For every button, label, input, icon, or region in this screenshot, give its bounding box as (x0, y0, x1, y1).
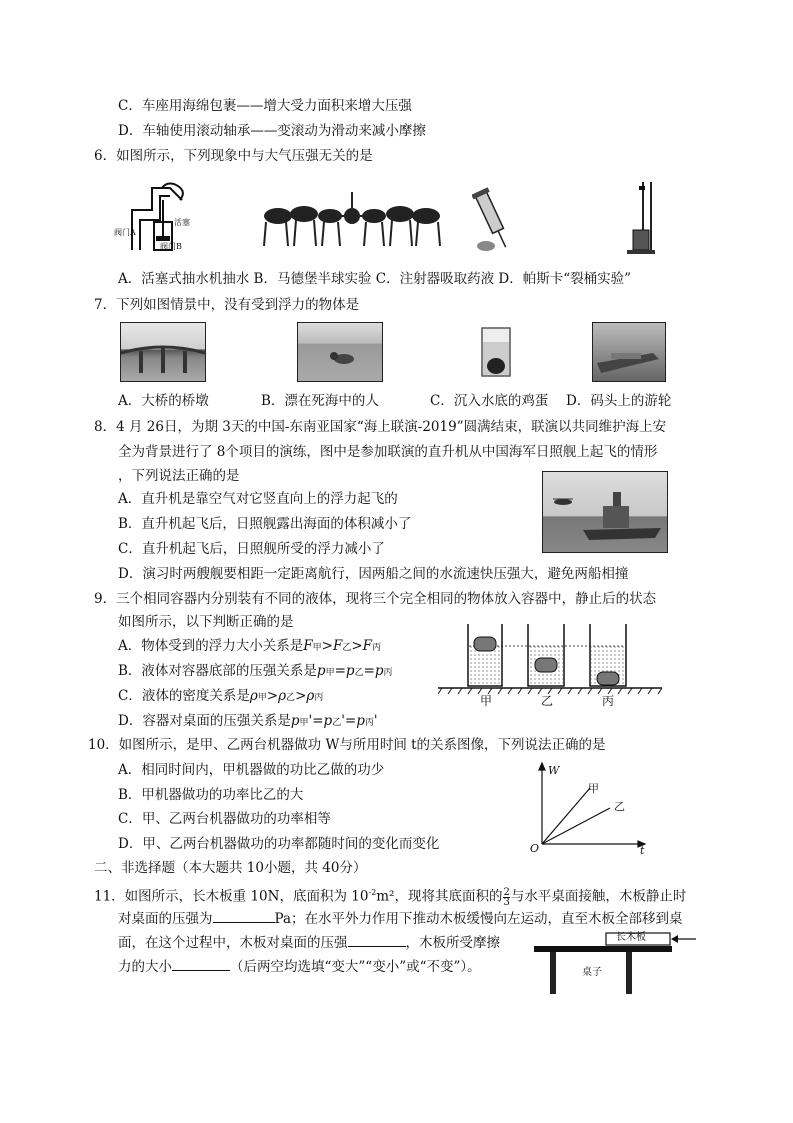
q9-figure-containers (438, 622, 662, 708)
q11-line2: 对桌面的压强为 Pa；在水平外力作用下推动木板缓慢向左运动，直至木板全部移到桌 (118, 911, 683, 927)
line-jia-label: 甲 (588, 782, 599, 795)
q5-option-c: C．车座用海绵包裹——增大受力面积来增大压强 (118, 98, 412, 114)
container-label-bing: 丙 (602, 694, 615, 708)
q9-stem-line2: 如图所示，以下判断正确的是 (118, 614, 294, 630)
axis-t-label: t (640, 844, 645, 857)
q10-stem: 10．如图所示，是甲、乙两台机器做功 W与所用时间 t的关系图像，下列说法正确的是 (88, 737, 606, 753)
q7-option-d: D．码头上的游轮 (566, 393, 672, 409)
q5-option-d: D．车轴使用滚动轴承——变滚动为滑动来减小摩擦 (118, 123, 426, 139)
q6-figure-magdeburg (256, 188, 446, 250)
q6-figure-pump (114, 180, 202, 255)
q10-option-a: A．相同时间内，甲机器做的功比乙做的功少 (118, 762, 385, 778)
origin-label: O (530, 842, 540, 855)
q10-option-c: C．甲、乙两台机器做功的功率相等 (118, 811, 331, 827)
q8-stem-line3: ，下列说法正确的是 (118, 468, 240, 484)
answer-blank-3[interactable] (172, 958, 230, 971)
q8-option-b: B．直升机起飞后，日照舰露出海面的体积减小了 (118, 516, 412, 532)
axis-w-label: W (548, 764, 560, 777)
q7-stem: 7．下列如图情景中，没有受到浮力的物体是 (94, 297, 360, 313)
q6-stem: 6．如图所示，下列现象中与大气压强无关的是 (94, 148, 373, 164)
q6-figure-pascal-barrel (625, 180, 657, 256)
q7-photo-egg (476, 322, 516, 380)
valve-a-label: 阀门A (114, 228, 136, 237)
q11-line3: 面，在这个过程中，木板对桌面的压强 ，木板所受摩擦 (118, 935, 500, 951)
board-label: 长木板 (616, 932, 646, 943)
q7-option-b: B．漂在死海中的人 (261, 393, 379, 409)
piston-label: 活塞 (174, 218, 190, 227)
q6-options: A．活塞式抽水机抽水 B．马德堡半球实验 C．注射器吸取药液 D．帕斯卡“裂桶实验” (118, 271, 631, 287)
section-2-heading: 二、非选择题（本大题共 10小题，共 40分） (94, 860, 367, 876)
q11-line1: 11．如图所示，长木板重 10N，底面积为 $10^{-2}m^2$，现将其底面积的 $\frac{2}{3}$ 与水平桌面接触，木板静止时 (94, 886, 687, 908)
q7-option-c: C．沉入水底的鸡蛋 (430, 393, 549, 409)
q7-photo-dead-sea (297, 322, 383, 382)
q9-option-c: C．液体的密度关系是ρ甲>ρ乙>ρ丙 (118, 688, 324, 704)
q8-stem-line1: 8．4 月 26日，为期 3天的中国-东南亚国家“海上联演-2019”圆满结束，联演以共同维护海上安 (94, 419, 667, 435)
table-label: 桌子 (582, 967, 602, 978)
q8-option-c: C．直升机起飞后，日照舰所受的浮力减小了 (118, 541, 385, 557)
q6-figure-syringe (472, 186, 514, 254)
q10-option-b: B．甲机器做功的功率比乙的大 (118, 787, 304, 803)
q7-option-a: A．大桥的桥墩 (118, 393, 209, 409)
valve-b-label: 阀门B (160, 242, 182, 251)
container-label-yi: 乙 (541, 694, 554, 708)
fraction-two-thirds: $\frac{2}{3}$ (503, 886, 510, 908)
q8-option-a: A．直升机是靠空气对它竖直向上的浮力起飞的 (118, 491, 398, 507)
line-yi-label: 乙 (614, 800, 625, 813)
q9-stem-line1: 9．三个相同容器内分别装有不同的液体，现将三个完全相同的物体放入容器中，静止后的状态 (94, 591, 657, 607)
answer-blank-1[interactable] (213, 910, 275, 923)
q9-option-a: A．物体受到的浮力大小关系是F甲>F乙>F丙 (118, 638, 382, 654)
q9-option-d: D．容器对桌面的压强关系是p甲'=p乙'=p丙' (118, 713, 378, 729)
q8-photo-warship (542, 471, 668, 553)
container-label-jia: 甲 (480, 694, 493, 708)
q11-figure-board-table (532, 930, 698, 996)
q9-option-b: B．液体对容器底部的压强关系是p甲=p乙=p丙 (118, 663, 393, 679)
q10-graph-w-t (528, 760, 652, 857)
q11-line4: 力的大小 （后两空均选填“变大”“变小”或“不变”）。 (118, 959, 481, 975)
q7-photo-bridge (120, 322, 206, 382)
q10-option-d: D．甲、乙两台机器做功的功率都随时间的变化而变化 (118, 836, 440, 852)
q7-photo-cruise-ship (592, 322, 666, 382)
answer-blank-2[interactable] (348, 934, 406, 947)
q8-option-d: D．演习时两艘舰要相距一定距离航行，因两船之间的水流速快压强大，避免两船相撞 (118, 566, 629, 582)
q8-stem-line2: 全为背景进行了 8个项目的演练，图中是参加联演的直升机从中国海军日照舰上起飞的情形 (118, 444, 658, 460)
